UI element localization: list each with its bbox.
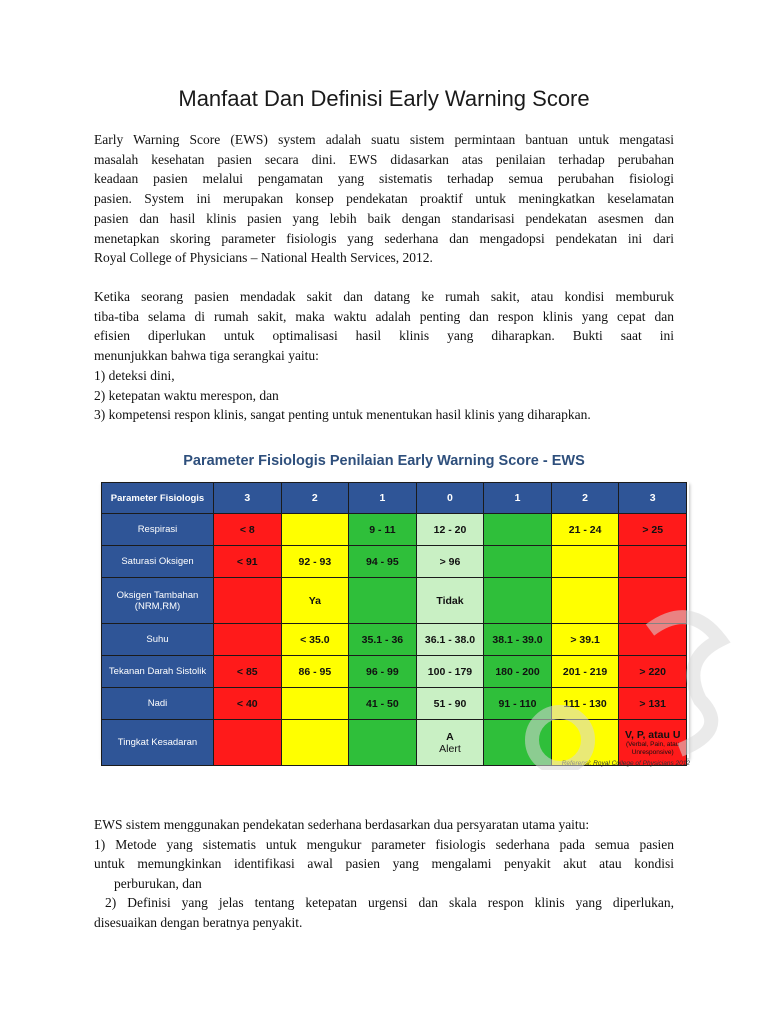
table-row — [102, 578, 687, 624]
score-cell — [214, 720, 282, 766]
cell-value: A — [446, 730, 454, 743]
score-cell — [416, 578, 484, 624]
score-cell — [416, 656, 484, 688]
paragraph-line: EWS sistem menggunakan pendekatan sederhana berdasarkan dua persyaratan utama yaitu: — [94, 817, 590, 832]
score-cell — [619, 656, 687, 688]
paragraph-line: 2) Definisi yang jelas tentang ketepatan urgensi dan skala respon klinis yang diperlukan, — [94, 895, 674, 910]
score-cell — [349, 514, 417, 546]
paragraph-line: Early Warning Score (EWS) system adalah suatu sistem permintaan bantuan untuk mengatasi — [94, 132, 674, 147]
paragraph-line: efisien diperlukan untuk optimalisasi hasil klinis yang diharapkan. Bukti saat ini — [94, 328, 674, 344]
paragraph-line: masalah kesehatan pasien secara dini. EWS didasarkan atas penilaian terhadap perubahan — [94, 151, 674, 167]
score-cell — [484, 546, 552, 578]
score-cell — [281, 578, 349, 624]
paragraph-line: tiba-tiba selama di rumah sakit, maka waktu adalah penting dan respon klinis yang cepat dan — [94, 308, 674, 324]
table-row — [102, 514, 687, 546]
table-row — [102, 720, 687, 766]
score-cell — [349, 578, 417, 624]
paragraph-line: pasien dan hasil klinis pasien yang lebih baik dengan standarisasi pendekatan asesmen dan — [94, 210, 674, 226]
page-title: Manfaat Dan Definisi Early Warning Score — [178, 86, 590, 111]
header-score: 0 — [416, 483, 484, 514]
score-cell — [214, 546, 282, 578]
cell-value: 92 - 93 — [298, 555, 332, 568]
score-cell — [214, 578, 282, 624]
parameter-label: Nadi — [102, 688, 214, 720]
score-cell — [619, 720, 687, 766]
score-cell — [551, 514, 619, 546]
cell-value: > 220 — [639, 665, 666, 678]
cell-value: Tidak — [436, 594, 464, 607]
score-cell — [349, 656, 417, 688]
table-row — [102, 624, 687, 656]
cell-value: 111 - 130 — [563, 697, 607, 710]
paragraph-approach — [94, 815, 674, 894]
score-cell — [281, 624, 349, 656]
cell-value: 36.1 - 38.0 — [424, 633, 476, 646]
table-row — [102, 688, 687, 720]
paragraph-line: menunjukkan bahwa tiga serangkai yaitu: — [94, 348, 319, 364]
table-row — [102, 546, 687, 578]
paragraph-line: menetapkan skoring parameter fisiologis yang sederhana dan mengadopsi pendekatan ini dari — [94, 230, 674, 246]
score-cell — [214, 656, 282, 688]
score-cell — [619, 514, 687, 546]
score-cell — [281, 546, 349, 578]
score-cell — [551, 624, 619, 656]
cell-value: < 35.0 — [300, 633, 330, 646]
paragraph-line: pasien. System ini merupakan konsep pendekatan proaktif untuk meningkatkan keselamatan — [94, 191, 674, 207]
paragraph-line: Royal College of Physicians – National Health Services, 2012. — [94, 250, 433, 266]
paragraph-line: untuk memungkinkan identifikasi awal pasien yang mengalami penyakit akut atau kondisi — [94, 856, 674, 872]
score-cell — [484, 656, 552, 688]
ews-table — [101, 482, 687, 766]
table-reference: Referensi: Royal College of Physicians 2012 — [561, 760, 690, 767]
score-cell — [281, 514, 349, 546]
table-row — [102, 656, 687, 688]
score-cell — [416, 546, 484, 578]
cell-value: > 25 — [642, 523, 664, 536]
triad-list — [94, 366, 684, 425]
parameter-label: Suhu — [102, 624, 214, 656]
table-title: Parameter Fisiologis Penilaian Early Warning Score - EWS — [183, 453, 585, 469]
parameter-label: Respirasi — [102, 514, 214, 546]
cell-value: 180 - 200 — [495, 665, 540, 678]
cell-value: 12 - 20 — [433, 523, 467, 536]
cell-value: 86 - 95 — [298, 665, 332, 678]
score-cell — [214, 688, 282, 720]
cell-subtext: Alert — [439, 742, 461, 755]
score-cell — [349, 624, 417, 656]
paragraph-line: perburukan, dan — [114, 876, 202, 892]
header-score: 3 — [619, 483, 687, 514]
score-cell — [416, 720, 484, 766]
score-cell — [214, 514, 282, 546]
score-cell — [484, 578, 552, 624]
score-cell — [349, 720, 417, 766]
score-cell — [281, 688, 349, 720]
parameter-label: Saturasi Oksigen — [102, 546, 214, 578]
ews-table-image — [101, 482, 689, 758]
cell-value: < 40 — [236, 697, 258, 710]
paragraph-line: 1) Metode yang sistematis untuk mengukur parameter fisiologis sederhana pada semua pasien — [94, 836, 674, 852]
score-cell — [551, 546, 619, 578]
score-cell — [551, 578, 619, 624]
list-item: 1) deteksi dini, — [94, 368, 175, 383]
header-score: 2 — [551, 483, 619, 514]
parameter-label: Oksigen Tambahan (NRM,RM) — [102, 578, 214, 624]
cell-value: 35.1 - 36 — [361, 633, 404, 646]
score-cell — [619, 688, 687, 720]
score-cell — [484, 688, 552, 720]
header-parameter: Parameter Fisiologis — [102, 483, 214, 514]
header-score: 3 — [214, 483, 282, 514]
header-score: 1 — [484, 483, 552, 514]
cell-value: > 39.1 — [570, 633, 600, 646]
cell-value: 9 - 11 — [369, 523, 396, 536]
score-cell — [281, 720, 349, 766]
parameter-label: Tingkat Kesadaran — [102, 720, 214, 766]
list-item: 3) kompetensi respon klinis, sangat penting untuk menentukan hasil klinis yang diharapkan. — [94, 407, 591, 423]
cell-value: < 91 — [236, 555, 258, 568]
cell-value: < 8 — [239, 523, 255, 536]
score-cell — [484, 514, 552, 546]
score-cell — [551, 720, 619, 766]
paragraph-intro — [94, 130, 674, 268]
cell-note: (Verbal, Pain, atau Unresponsive) — [625, 740, 680, 756]
table-header-row — [102, 483, 687, 514]
cell-value: 41 - 50 — [366, 697, 399, 710]
score-cell — [619, 624, 687, 656]
score-cell — [484, 624, 552, 656]
paragraph-line: Ketika seorang pasien mendadak sakit dan datang ke rumah sakit, atau kondisi memburuk — [94, 289, 674, 304]
score-cell — [416, 624, 484, 656]
cell-value: 21 - 24 — [568, 523, 602, 536]
paragraph-line: keadaan pasien melalui pengamatan yang sistematis terhadap semua perubahan fisiologi — [94, 171, 674, 187]
list-item: 2) ketepatan waktu merespon, dan — [94, 387, 279, 403]
header-score: 2 — [281, 483, 349, 514]
cell-value: 91 - 110 — [498, 697, 537, 710]
cell-value: 201 - 219 — [562, 665, 608, 678]
score-cell — [619, 546, 687, 578]
score-cell — [214, 624, 282, 656]
paragraph-context — [94, 287, 674, 366]
score-cell — [349, 546, 417, 578]
cell-value: 94 - 95 — [366, 555, 399, 568]
paragraph-line: disesuaikan dengan beratnya penyakit. — [94, 914, 303, 930]
cell-value: < 85 — [236, 665, 258, 678]
score-cell — [551, 688, 619, 720]
parameter-label: Tekanan Darah Sistolik — [102, 656, 214, 688]
score-cell — [551, 656, 619, 688]
cell-value: > 96 — [439, 555, 461, 568]
cell-value: > 131 — [639, 697, 666, 710]
score-cell — [416, 688, 484, 720]
cell-value: 38.1 - 39.0 — [492, 633, 543, 646]
score-cell — [349, 688, 417, 720]
cell-value: V, P, atau U — [624, 728, 681, 741]
score-cell — [416, 514, 484, 546]
score-cell — [484, 720, 552, 766]
cell-value: Ya — [308, 594, 321, 607]
cell-value: 51 - 90 — [433, 697, 467, 710]
cell-value: 100 - 179 — [427, 665, 473, 678]
header-score: 1 — [349, 483, 417, 514]
cell-value: 96 - 99 — [366, 665, 399, 678]
score-cell — [281, 656, 349, 688]
paragraph-definition — [94, 893, 674, 932]
score-cell — [619, 578, 687, 624]
